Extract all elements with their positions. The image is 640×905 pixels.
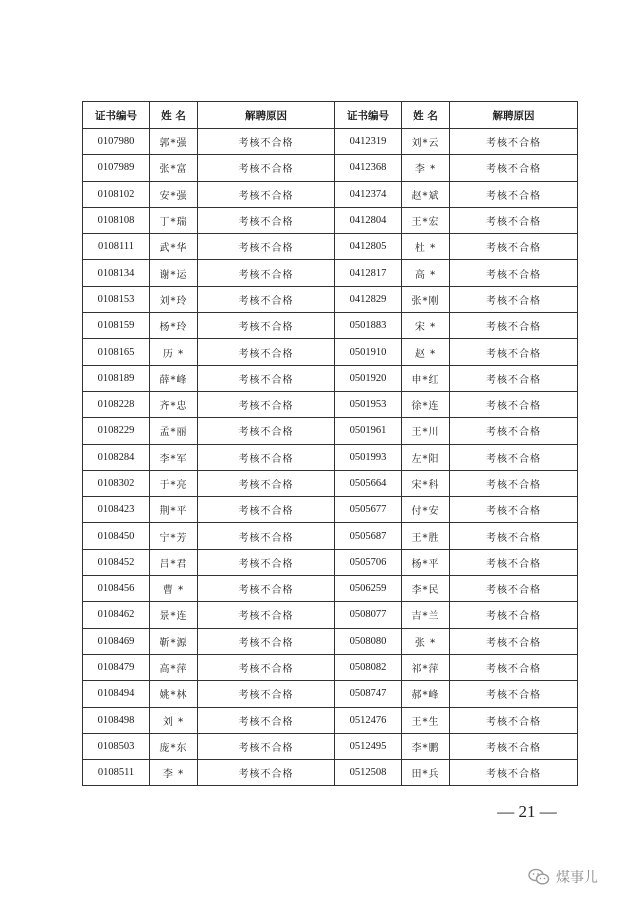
table-row [83,286,578,312]
cell-reason: 考核不合格 [198,365,335,391]
cell-name: 靳*源 [150,628,198,654]
cell-cert-no: 0505706 [335,549,402,575]
cell-name: 张*刚 [402,286,450,312]
cell-name: 申*红 [402,365,450,391]
cell-reason: 考核不合格 [450,497,578,523]
cell-name: 历 * [150,339,198,365]
cell-cert-no: 0508077 [335,602,402,628]
cell-reason: 考核不合格 [198,523,335,549]
cell-cert-no: 0108503 [83,733,150,759]
cell-name: 刘*云 [402,129,450,155]
cell-reason: 考核不合格 [198,654,335,680]
cell-reason: 考核不合格 [450,523,578,549]
cell-reason: 考核不合格 [198,391,335,417]
cell-name: 曹 * [150,576,198,602]
cell-cert-no: 0108228 [83,391,150,417]
cell-reason: 考核不合格 [198,549,335,575]
cell-name: 杨*玲 [150,313,198,339]
cell-cert-no: 0512508 [335,760,402,786]
header-reason: 解聘原因 [198,102,335,129]
cell-reason: 考核不合格 [198,155,335,181]
cell-reason: 考核不合格 [450,470,578,496]
table-row [83,129,578,155]
cell-cert-no: 0107980 [83,129,150,155]
cell-cert-no: 0108469 [83,628,150,654]
table-body [83,129,578,786]
cell-reason: 考核不合格 [450,681,578,707]
cell-name: 谢*运 [150,260,198,286]
cell-cert-no: 0108511 [83,760,150,786]
table-row [83,470,578,496]
cell-name: 郭*强 [150,129,198,155]
table-row [83,339,578,365]
table-row [83,365,578,391]
cell-reason: 考核不合格 [450,733,578,759]
cell-cert-no: 0508082 [335,654,402,680]
cell-cert-no: 0108153 [83,286,150,312]
cell-name: 杨*平 [402,549,450,575]
cell-cert-no: 0108165 [83,339,150,365]
cell-reason: 考核不合格 [450,654,578,680]
cell-reason: 考核不合格 [450,707,578,733]
cell-cert-no: 0108102 [83,181,150,207]
cell-reason: 考核不合格 [198,602,335,628]
cell-reason: 考核不合格 [450,207,578,233]
dismissal-table [82,101,578,786]
cell-reason: 考核不合格 [198,444,335,470]
table-row [83,707,578,733]
cell-reason: 考核不合格 [450,234,578,260]
watermark [528,866,598,888]
cell-reason: 考核不合格 [198,470,335,496]
header-cert-no: 证书编号 [83,102,150,129]
header-name: 姓 名 [402,102,450,129]
header-reason: 解聘原因 [450,102,578,129]
cell-reason: 考核不合格 [450,260,578,286]
table-row [83,260,578,286]
header-cert-no: 证书编号 [335,102,402,129]
cell-cert-no: 0508747 [335,681,402,707]
table-row [83,523,578,549]
table-row [83,602,578,628]
cell-cert-no: 0506259 [335,576,402,602]
cell-reason: 考核不合格 [198,313,335,339]
cell-cert-no: 0108159 [83,313,150,339]
cell-reason: 考核不合格 [198,760,335,786]
cell-reason: 考核不合格 [198,234,335,260]
cell-cert-no: 0412319 [335,129,402,155]
cell-cert-no: 0108302 [83,470,150,496]
cell-cert-no: 0108108 [83,207,150,233]
cell-cert-no: 0412374 [335,181,402,207]
cell-name: 薛*峰 [150,365,198,391]
cell-cert-no: 0512495 [335,733,402,759]
cell-name: 齐*忠 [150,391,198,417]
cell-name: 吉*兰 [402,602,450,628]
cell-cert-no: 0412829 [335,286,402,312]
cell-name: 李 * [150,760,198,786]
cell-reason: 考核不合格 [198,129,335,155]
cell-cert-no: 0108479 [83,654,150,680]
table-row [83,418,578,444]
table-row [83,207,578,233]
cell-name: 付*安 [402,497,450,523]
cell-name: 徐*连 [402,391,450,417]
cell-cert-no: 0412368 [335,155,402,181]
table-row [83,733,578,759]
cell-reason: 考核不合格 [198,260,335,286]
cell-cert-no: 0505677 [335,497,402,523]
cell-cert-no: 0412817 [335,260,402,286]
cell-cert-no: 0501953 [335,391,402,417]
page-number: — 21 — [497,802,557,821]
cell-reason: 考核不合格 [450,181,578,207]
cell-name: 宁*芳 [150,523,198,549]
cell-name: 王*宏 [402,207,450,233]
cell-cert-no: 0108462 [83,602,150,628]
cell-reason: 考核不合格 [198,286,335,312]
cell-reason: 考核不合格 [198,181,335,207]
table-header-row [83,102,578,129]
cell-reason: 考核不合格 [450,418,578,444]
cell-name: 孟*丽 [150,418,198,444]
table-row [83,313,578,339]
cell-cert-no: 0108111 [83,234,150,260]
table-row [83,234,578,260]
cell-name: 刘 * [150,707,198,733]
cell-cert-no: 0108229 [83,418,150,444]
cell-name: 安*强 [150,181,198,207]
cell-reason: 考核不合格 [450,129,578,155]
cell-name: 景*连 [150,602,198,628]
cell-cert-no: 0505664 [335,470,402,496]
cell-cert-no: 0501910 [335,339,402,365]
cell-reason: 考核不合格 [198,733,335,759]
cell-name: 庞*东 [150,733,198,759]
cell-name: 李*军 [150,444,198,470]
cell-name: 武*华 [150,234,198,260]
cell-name: 郝*峰 [402,681,450,707]
cell-name: 荆*平 [150,497,198,523]
table-row [83,391,578,417]
cell-name: 田*兵 [402,760,450,786]
cell-cert-no: 0505687 [335,523,402,549]
table-row [83,628,578,654]
cell-reason: 考核不合格 [450,155,578,181]
table-row [83,497,578,523]
table-row [83,155,578,181]
cell-cert-no: 0512476 [335,707,402,733]
cell-cert-no: 0108456 [83,576,150,602]
cell-reason: 考核不合格 [450,313,578,339]
header-name: 姓 名 [150,102,198,129]
cell-name: 丁*瑞 [150,207,198,233]
table-row [83,654,578,680]
cell-cert-no: 0108452 [83,549,150,575]
cell-cert-no: 0108189 [83,365,150,391]
cell-reason: 考核不合格 [450,760,578,786]
cell-cert-no: 0108423 [83,497,150,523]
watermark-text: 煤事儿 [556,870,598,886]
cell-reason: 考核不合格 [198,339,335,365]
cell-reason: 考核不合格 [198,707,335,733]
cell-reason: 考核不合格 [450,576,578,602]
cell-cert-no: 0501920 [335,365,402,391]
table-row [83,181,578,207]
cell-reason: 考核不合格 [450,391,578,417]
cell-name: 宋 * [402,313,450,339]
cell-reason: 考核不合格 [198,207,335,233]
cell-name: 姚*林 [150,681,198,707]
cell-reason: 考核不合格 [198,628,335,654]
table-row [83,444,578,470]
cell-reason: 考核不合格 [198,576,335,602]
cell-name: 赵*斌 [402,181,450,207]
cell-name: 王*胜 [402,523,450,549]
cell-name: 高*萍 [150,654,198,680]
cell-name: 王*川 [402,418,450,444]
cell-cert-no: 0108498 [83,707,150,733]
cell-name: 左*阳 [402,444,450,470]
table-row [83,549,578,575]
cell-reason: 考核不合格 [450,286,578,312]
cell-reason: 考核不合格 [450,602,578,628]
cell-name: 高 * [402,260,450,286]
cell-name: 张*富 [150,155,198,181]
cell-cert-no: 0108134 [83,260,150,286]
cell-cert-no: 0108450 [83,523,150,549]
cell-reason: 考核不合格 [198,681,335,707]
cell-name: 王*生 [402,707,450,733]
cell-name: 宋*科 [402,470,450,496]
cell-reason: 考核不合格 [450,549,578,575]
cell-name: 赵 * [402,339,450,365]
cell-cert-no: 0108494 [83,681,150,707]
cell-reason: 考核不合格 [198,497,335,523]
cell-name: 张 * [402,628,450,654]
wechat-icon [528,868,550,886]
cell-cert-no: 0108284 [83,444,150,470]
table-row [83,760,578,786]
table-row [83,576,578,602]
cell-cert-no: 0501993 [335,444,402,470]
cell-name: 李*鹏 [402,733,450,759]
cell-name: 李 * [402,155,450,181]
cell-reason: 考核不合格 [450,444,578,470]
table-row [83,681,578,707]
cell-reason: 考核不合格 [450,339,578,365]
cell-name: 李*民 [402,576,450,602]
cell-cert-no: 0107989 [83,155,150,181]
cell-reason: 考核不合格 [450,365,578,391]
cell-name: 于*亮 [150,470,198,496]
cell-name: 祁*萍 [402,654,450,680]
cell-name: 吕*君 [150,549,198,575]
cell-name: 刘*玲 [150,286,198,312]
cell-name: 杜 * [402,234,450,260]
cell-cert-no: 0412804 [335,207,402,233]
cell-reason: 考核不合格 [198,418,335,444]
cell-reason: 考核不合格 [450,628,578,654]
cell-cert-no: 0501961 [335,418,402,444]
cell-cert-no: 0501883 [335,313,402,339]
cell-cert-no: 0412805 [335,234,402,260]
cell-cert-no: 0508080 [335,628,402,654]
